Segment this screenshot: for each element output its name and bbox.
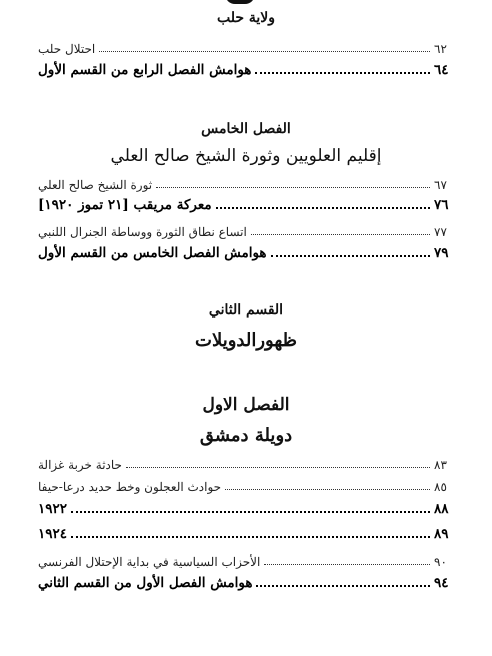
dot-leader: [256, 585, 430, 587]
toc-entry-title: ١٩٢٤: [38, 526, 68, 542]
toc-entry-title: هوامش الفصل الخامس من القسم الأول: [38, 245, 267, 261]
dot-leader: [225, 489, 430, 490]
toc-entry-page: ٧٧: [434, 225, 447, 239]
toc-entry-title: هوامش الفصل الرابع من القسم الأول: [38, 62, 252, 78]
toc-entry-page: ٧٩: [434, 245, 449, 261]
toc-entry-title: معركة مريقب [٢١ تموز ١٩٢٠]: [38, 197, 212, 213]
toc-entry-page: ٨٣: [434, 458, 447, 472]
toc-entry[interactable]: [38, 549, 458, 569]
toc-entry-page: ٨٥: [434, 480, 447, 494]
toc-entry-title: هوامش الفصل الأول من القسم الثاني: [38, 575, 253, 591]
dot-leader: [156, 187, 430, 188]
chapter-subtitle: إقليم العلويين وثورة الشيخ صالح العلي: [110, 146, 382, 166]
dot-leader: [99, 51, 430, 52]
toc-entry-page: ٩٤: [434, 575, 449, 591]
chapter-subtitle-damascus: دويلة دمشق: [199, 425, 293, 446]
toc-entry-title: حادثة خربة غزالة: [38, 458, 122, 472]
toc-entry-page: ٨٨: [434, 501, 449, 517]
toc-entry[interactable]: [38, 219, 458, 239]
part-subtitle: ظهورالدويلات: [195, 330, 297, 351]
dot-leader: [71, 511, 430, 513]
dot-leader: [255, 72, 430, 74]
toc-entry-page: ٨٩: [434, 526, 449, 542]
toc-entry[interactable]: [38, 522, 458, 542]
part-heading-second: القسم الثاني: [208, 302, 284, 318]
chapter-heading-first: الفصل الاول: [202, 395, 290, 415]
dot-leader: [71, 536, 430, 538]
dot-leader: [251, 234, 430, 235]
toc-entry-page: ٦٢: [434, 42, 447, 56]
toc-entry[interactable]: [38, 193, 458, 213]
cropped-glyph: [225, 0, 255, 4]
toc-entry[interactable]: [38, 571, 458, 591]
toc-entry-title: الأحزاب السياسية في بداية الإحتلال الفرنسي: [38, 555, 261, 569]
dot-leader: [216, 207, 430, 209]
section-heading-wilaya-halab: ولاية حلب: [216, 10, 276, 26]
dot-leader: [271, 255, 430, 257]
toc-entry-page: ٩٠: [434, 555, 447, 569]
chapter-heading-fifth: الفصل الخامس: [201, 121, 291, 137]
toc-entry[interactable]: [38, 172, 458, 192]
toc-entry[interactable]: [38, 452, 458, 472]
toc-entry[interactable]: [38, 36, 458, 56]
toc-entry-title: حوادث العجلون وخط حديد درعا-حيفا: [38, 480, 222, 494]
toc-entry-title: احتلال حلب: [38, 42, 96, 56]
dot-leader: [126, 467, 430, 468]
toc-entry-title: اتساع نطاق الثورة ووساطة الجنرال اللنبي: [38, 225, 247, 239]
toc-entry-title: ١٩٢٢: [38, 501, 68, 517]
toc-entry-title: ثورة الشيخ صالح العلي: [38, 178, 153, 192]
toc-entry-page: ٦٧: [434, 178, 447, 192]
toc-entry[interactable]: [38, 497, 458, 517]
toc-entry[interactable]: [38, 474, 458, 494]
toc-entry-page: ٦٤: [434, 62, 449, 78]
dot-leader: [264, 564, 430, 565]
toc-entry-page: ٧٦: [434, 197, 449, 213]
toc-entry[interactable]: [38, 241, 458, 261]
toc-entry[interactable]: [38, 58, 458, 78]
